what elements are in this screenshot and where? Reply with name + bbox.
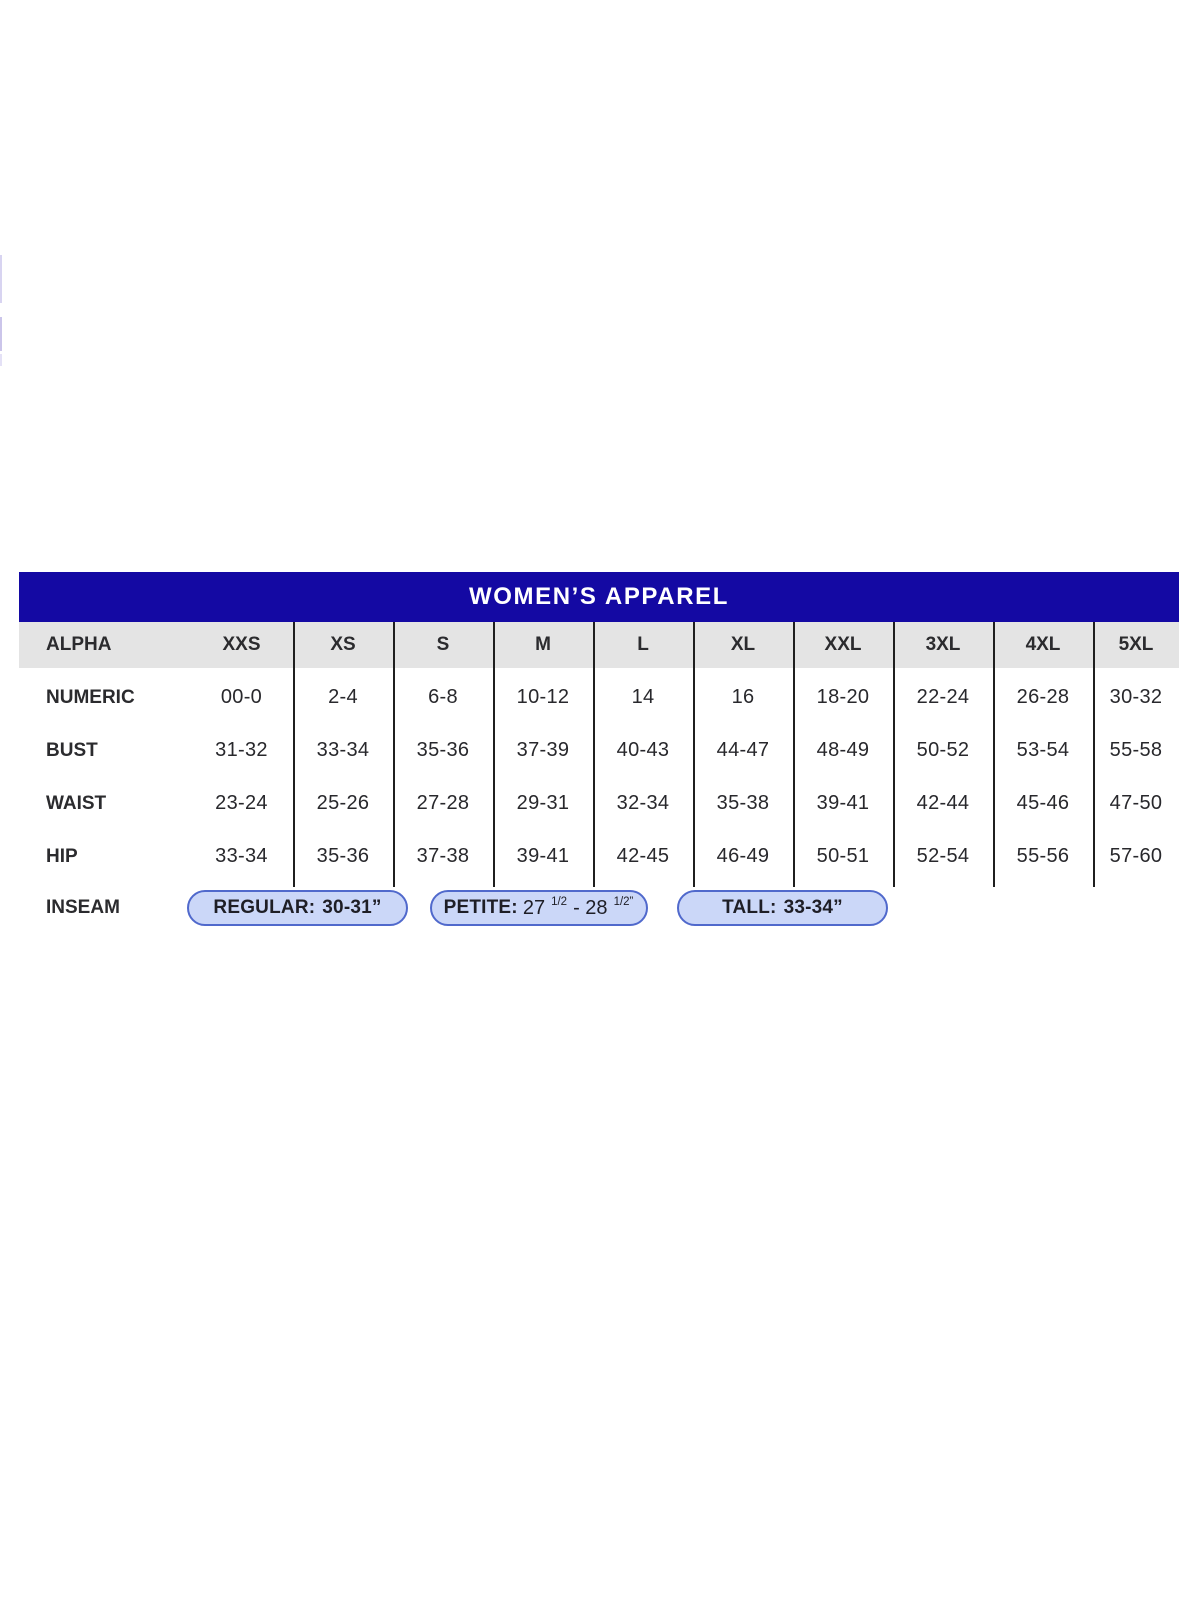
size-cell: 31-32 (215, 739, 268, 761)
col-header-4xl: 4XL (1025, 634, 1061, 655)
size-cell: 14 (631, 686, 655, 708)
size-cell: 39-41 (516, 845, 570, 867)
size-cell: 32-34 (616, 792, 670, 814)
size-cell: 55-56 (1016, 845, 1070, 867)
col-header-alpha: ALPHA (46, 634, 112, 655)
col-header-xxs: XXS (222, 634, 261, 655)
pill-value: 33-34” (783, 897, 843, 918)
col-header-xs: XS (330, 634, 356, 655)
size-cell: 26-28 (1016, 686, 1070, 708)
size-cell: 55-58 (1109, 739, 1163, 761)
table-row-inseam (19, 889, 1179, 927)
size-cell: 35-38 (716, 792, 770, 814)
pill-label: REGULAR: (213, 897, 316, 918)
col-header-xl: XL (730, 634, 756, 655)
col-header-m: M (535, 634, 551, 655)
size-cell: 18-20 (816, 686, 870, 708)
pill-label: PETITE: (443, 897, 518, 918)
size-cell: 47-50 (1109, 792, 1163, 814)
size-cell: 27-28 (416, 792, 470, 814)
table-row-numeric (19, 671, 1179, 724)
size-cell: 42-44 (916, 792, 970, 814)
size-cell: 45-46 (1016, 792, 1070, 814)
size-cell: 25-26 (316, 792, 370, 814)
table-row-hip (19, 830, 1179, 883)
size-table-body (19, 622, 1179, 927)
column-divider (493, 622, 495, 887)
column-divider (793, 622, 795, 887)
column-header-row (19, 622, 1179, 668)
size-cell: 30-32 (1109, 686, 1163, 708)
size-cell: 44-47 (716, 739, 770, 761)
size-cell: 33-34 (215, 845, 268, 867)
size-cell: 37-38 (416, 845, 470, 867)
fraction-superscript: 1/2 (551, 896, 568, 908)
column-divider (893, 622, 895, 887)
chart-title-bar (19, 572, 1179, 622)
size-cell: 37-39 (516, 739, 570, 761)
column-divider (993, 622, 995, 887)
size-cell: 23-24 (215, 792, 268, 814)
col-header-3xl: 3XL (925, 634, 961, 655)
pill-value: 27 (522, 896, 546, 919)
size-cell: 39-41 (816, 792, 870, 814)
size-cell: 53-54 (1016, 739, 1070, 761)
table-row-waist (19, 777, 1179, 830)
fraction-superscript: 1/2” (613, 896, 634, 908)
row-label: HIP (46, 845, 78, 867)
size-cell: 50-52 (916, 739, 970, 761)
col-header-5xl: 5XL (1118, 634, 1154, 655)
col-header-s: S (436, 634, 450, 655)
size-cell: 35-36 (316, 845, 370, 867)
pill-value: - 28 (573, 896, 608, 919)
table-row-bust (19, 724, 1179, 777)
size-cell: 46-49 (716, 845, 770, 867)
row-label: BUST (46, 739, 98, 761)
size-cell: 35-36 (416, 739, 470, 761)
left-edge-artifact (0, 255, 2, 303)
size-cell: 22-24 (916, 686, 970, 708)
size-cell: 57-60 (1109, 845, 1163, 867)
inseam-pill-regular (187, 890, 408, 926)
column-divider (693, 622, 695, 887)
size-cell: 40-43 (616, 739, 670, 761)
size-cell: 00-0 (220, 686, 263, 708)
left-edge-artifact (0, 317, 2, 351)
row-label: WAIST (46, 792, 107, 814)
column-divider (593, 622, 595, 887)
size-chart (19, 572, 1179, 927)
chart-title: WOMEN’S APPAREL (468, 583, 729, 610)
size-cell: 33-34 (316, 739, 370, 761)
col-header-xxl: XXL (824, 634, 862, 655)
size-cell: 50-51 (816, 845, 870, 867)
column-divider (1093, 622, 1095, 887)
column-divider (393, 622, 395, 887)
column-divider (293, 622, 295, 887)
pill-label: TALL: (722, 897, 777, 918)
row-label: NUMERIC (46, 686, 135, 708)
size-cell: 42-45 (616, 845, 670, 867)
size-cell: 16 (731, 686, 755, 708)
size-cell: 2-4 (328, 686, 358, 708)
size-cell: 48-49 (816, 739, 870, 761)
row-label: INSEAM (46, 897, 120, 918)
inseam-pill-tall (677, 890, 888, 926)
size-cell: 52-54 (916, 845, 970, 867)
size-cell: 10-12 (516, 686, 570, 708)
left-edge-artifact (0, 354, 2, 366)
inseam-pill-petite (430, 890, 648, 926)
size-cell: 29-31 (516, 792, 570, 814)
col-header-l: L (637, 634, 649, 655)
size-cell: 6-8 (428, 686, 458, 708)
pill-value: 30-31” (322, 897, 382, 918)
